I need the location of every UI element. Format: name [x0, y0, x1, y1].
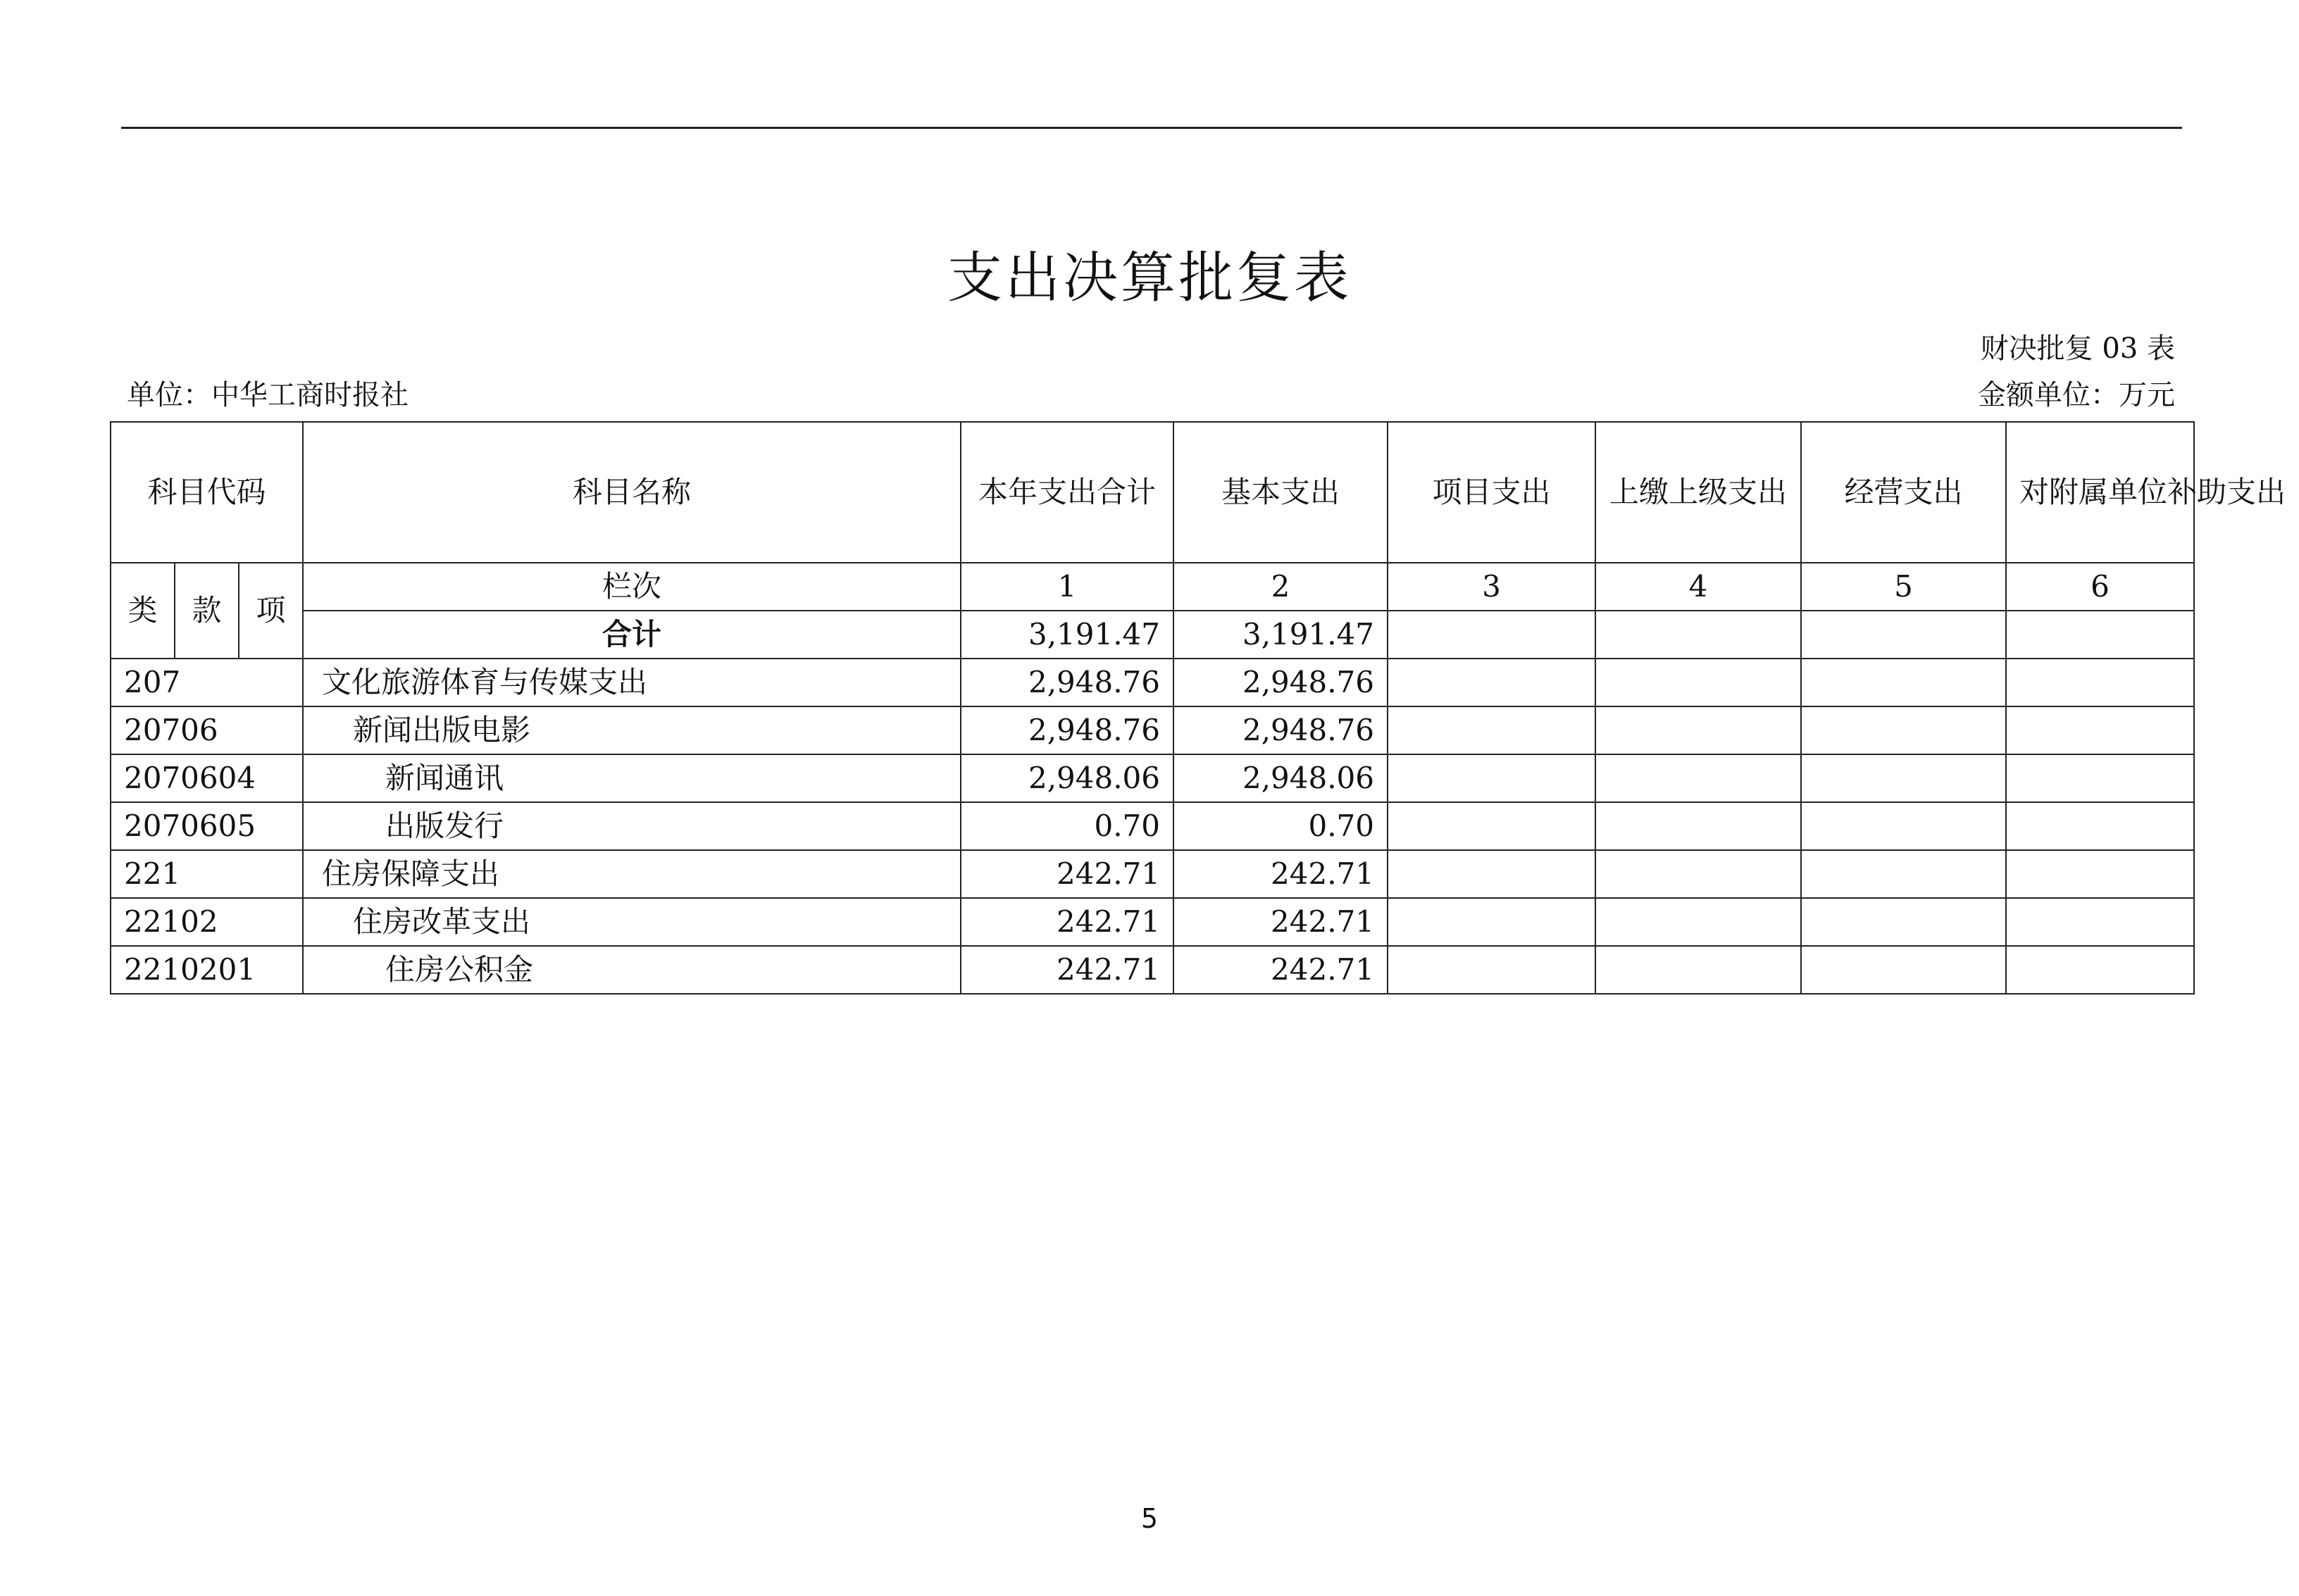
- table-row: [111, 706, 2194, 754]
- amount-unit-label: 金额单位：万元: [1978, 379, 2175, 411]
- column-number: 4: [1595, 563, 1801, 611]
- empty-cell: [1595, 898, 1801, 946]
- empty-cell: [1388, 611, 1595, 659]
- row-total: 0.70: [961, 802, 1173, 850]
- row-total: 2,948.76: [961, 659, 1173, 706]
- row-code: 2070605: [111, 802, 303, 850]
- row-name: 住房保障支出: [303, 850, 961, 898]
- empty-cell: [1801, 611, 2006, 659]
- row-basic: 0.70: [1173, 802, 1388, 850]
- table-row: [111, 898, 2194, 946]
- row-code: 207: [111, 659, 303, 706]
- empty-cell: [1801, 659, 2006, 706]
- row-name: 住房公积金: [303, 946, 961, 994]
- column-number: 2: [1173, 563, 1388, 611]
- form-number: 财决批复 03 表: [1980, 332, 2175, 365]
- row-code: 221: [111, 850, 303, 898]
- table-row: [111, 802, 2194, 850]
- expenditure-table: [110, 421, 2286, 995]
- header-row: [111, 422, 2194, 563]
- empty-cell: [2006, 898, 2194, 946]
- column-label: 栏次: [303, 563, 961, 611]
- header-business: 经营支出: [1801, 422, 2006, 563]
- empty-cell: [2006, 802, 2194, 850]
- row-code: 2070604: [111, 754, 303, 802]
- total-row: [111, 611, 2194, 659]
- empty-cell: [2006, 946, 2194, 994]
- subheader-item: 项: [239, 563, 303, 659]
- header-total: 本年支出合计: [961, 422, 1173, 563]
- row-basic: 242.71: [1173, 946, 1388, 994]
- header-basic: 基本支出: [1173, 422, 1388, 563]
- row-basic: 242.71: [1173, 850, 1388, 898]
- empty-cell: [1388, 898, 1595, 946]
- row-total: 2,948.06: [961, 754, 1173, 802]
- column-number: 3: [1388, 563, 1595, 611]
- table-row: [111, 946, 2194, 994]
- row-code: 22102: [111, 898, 303, 946]
- empty-cell: [2006, 611, 2194, 659]
- column-number: 1: [961, 563, 1173, 611]
- row-name: 新闻出版电影: [303, 706, 961, 754]
- row-name: 出版发行: [303, 802, 961, 850]
- row-total: 242.71: [961, 946, 1173, 994]
- empty-cell: [1801, 946, 2006, 994]
- empty-cell: [1595, 754, 1801, 802]
- empty-cell: [1595, 946, 1801, 994]
- header-project: 项目支出: [1388, 422, 1595, 563]
- empty-cell: [1595, 850, 1801, 898]
- empty-cell: [1801, 898, 2006, 946]
- header-code: 科目代码: [111, 422, 303, 563]
- empty-cell: [1388, 802, 1595, 850]
- empty-cell: [1801, 754, 2006, 802]
- empty-cell: [1801, 802, 2006, 850]
- row-basic: 2,948.06: [1173, 754, 1388, 802]
- empty-cell: [2006, 754, 2194, 802]
- header-rule: [121, 127, 2182, 129]
- subheader-section: 款: [175, 563, 239, 659]
- table-row: [111, 850, 2194, 898]
- empty-cell: [1801, 850, 2006, 898]
- empty-cell: [1388, 850, 1595, 898]
- column-number: 6: [2006, 563, 2194, 611]
- empty-cell: [2006, 659, 2194, 706]
- table-row: [111, 659, 2194, 706]
- empty-cell: [1595, 659, 1801, 706]
- row-total: 2,948.76: [961, 706, 1173, 754]
- row-code: 2210201: [111, 946, 303, 994]
- empty-cell: [1595, 802, 1801, 850]
- total-amount: 3,191.47: [961, 611, 1173, 659]
- row-total: 242.71: [961, 898, 1173, 946]
- total-label: 合计: [303, 611, 961, 659]
- page-number: 5: [1140, 1503, 1159, 1534]
- row-name: 新闻通讯: [303, 754, 961, 802]
- row-name: 住房改革支出: [303, 898, 961, 946]
- empty-cell: [1388, 659, 1595, 706]
- page-title: 支出决算批复表: [947, 247, 1352, 310]
- total-basic: 3,191.47: [1173, 611, 1388, 659]
- row-total: 242.71: [961, 850, 1173, 898]
- table-row: [111, 754, 2194, 802]
- unit-label: 单位：中华工商时报社: [127, 379, 409, 411]
- subheader-class: 类: [111, 563, 175, 659]
- empty-cell: [2006, 706, 2194, 754]
- column-number-row: [111, 563, 2194, 611]
- row-basic: 2,948.76: [1173, 706, 1388, 754]
- empty-cell: [1388, 946, 1595, 994]
- header-name: 科目名称: [303, 422, 961, 563]
- row-basic: 2,948.76: [1173, 659, 1388, 706]
- row-code: 20706: [111, 706, 303, 754]
- column-number: 5: [1801, 563, 2006, 611]
- header-upper: 上缴上级支出: [1595, 422, 1801, 563]
- empty-cell: [1388, 754, 1595, 802]
- empty-cell: [2006, 850, 2194, 898]
- empty-cell: [1388, 706, 1595, 754]
- empty-cell: [1595, 611, 1801, 659]
- empty-cell: [1595, 706, 1801, 754]
- header-subsidy: 对附属单位补助支出: [2006, 422, 2194, 563]
- row-name: 文化旅游体育与传媒支出: [303, 659, 961, 706]
- empty-cell: [1801, 706, 2006, 754]
- row-basic: 242.71: [1173, 898, 1388, 946]
